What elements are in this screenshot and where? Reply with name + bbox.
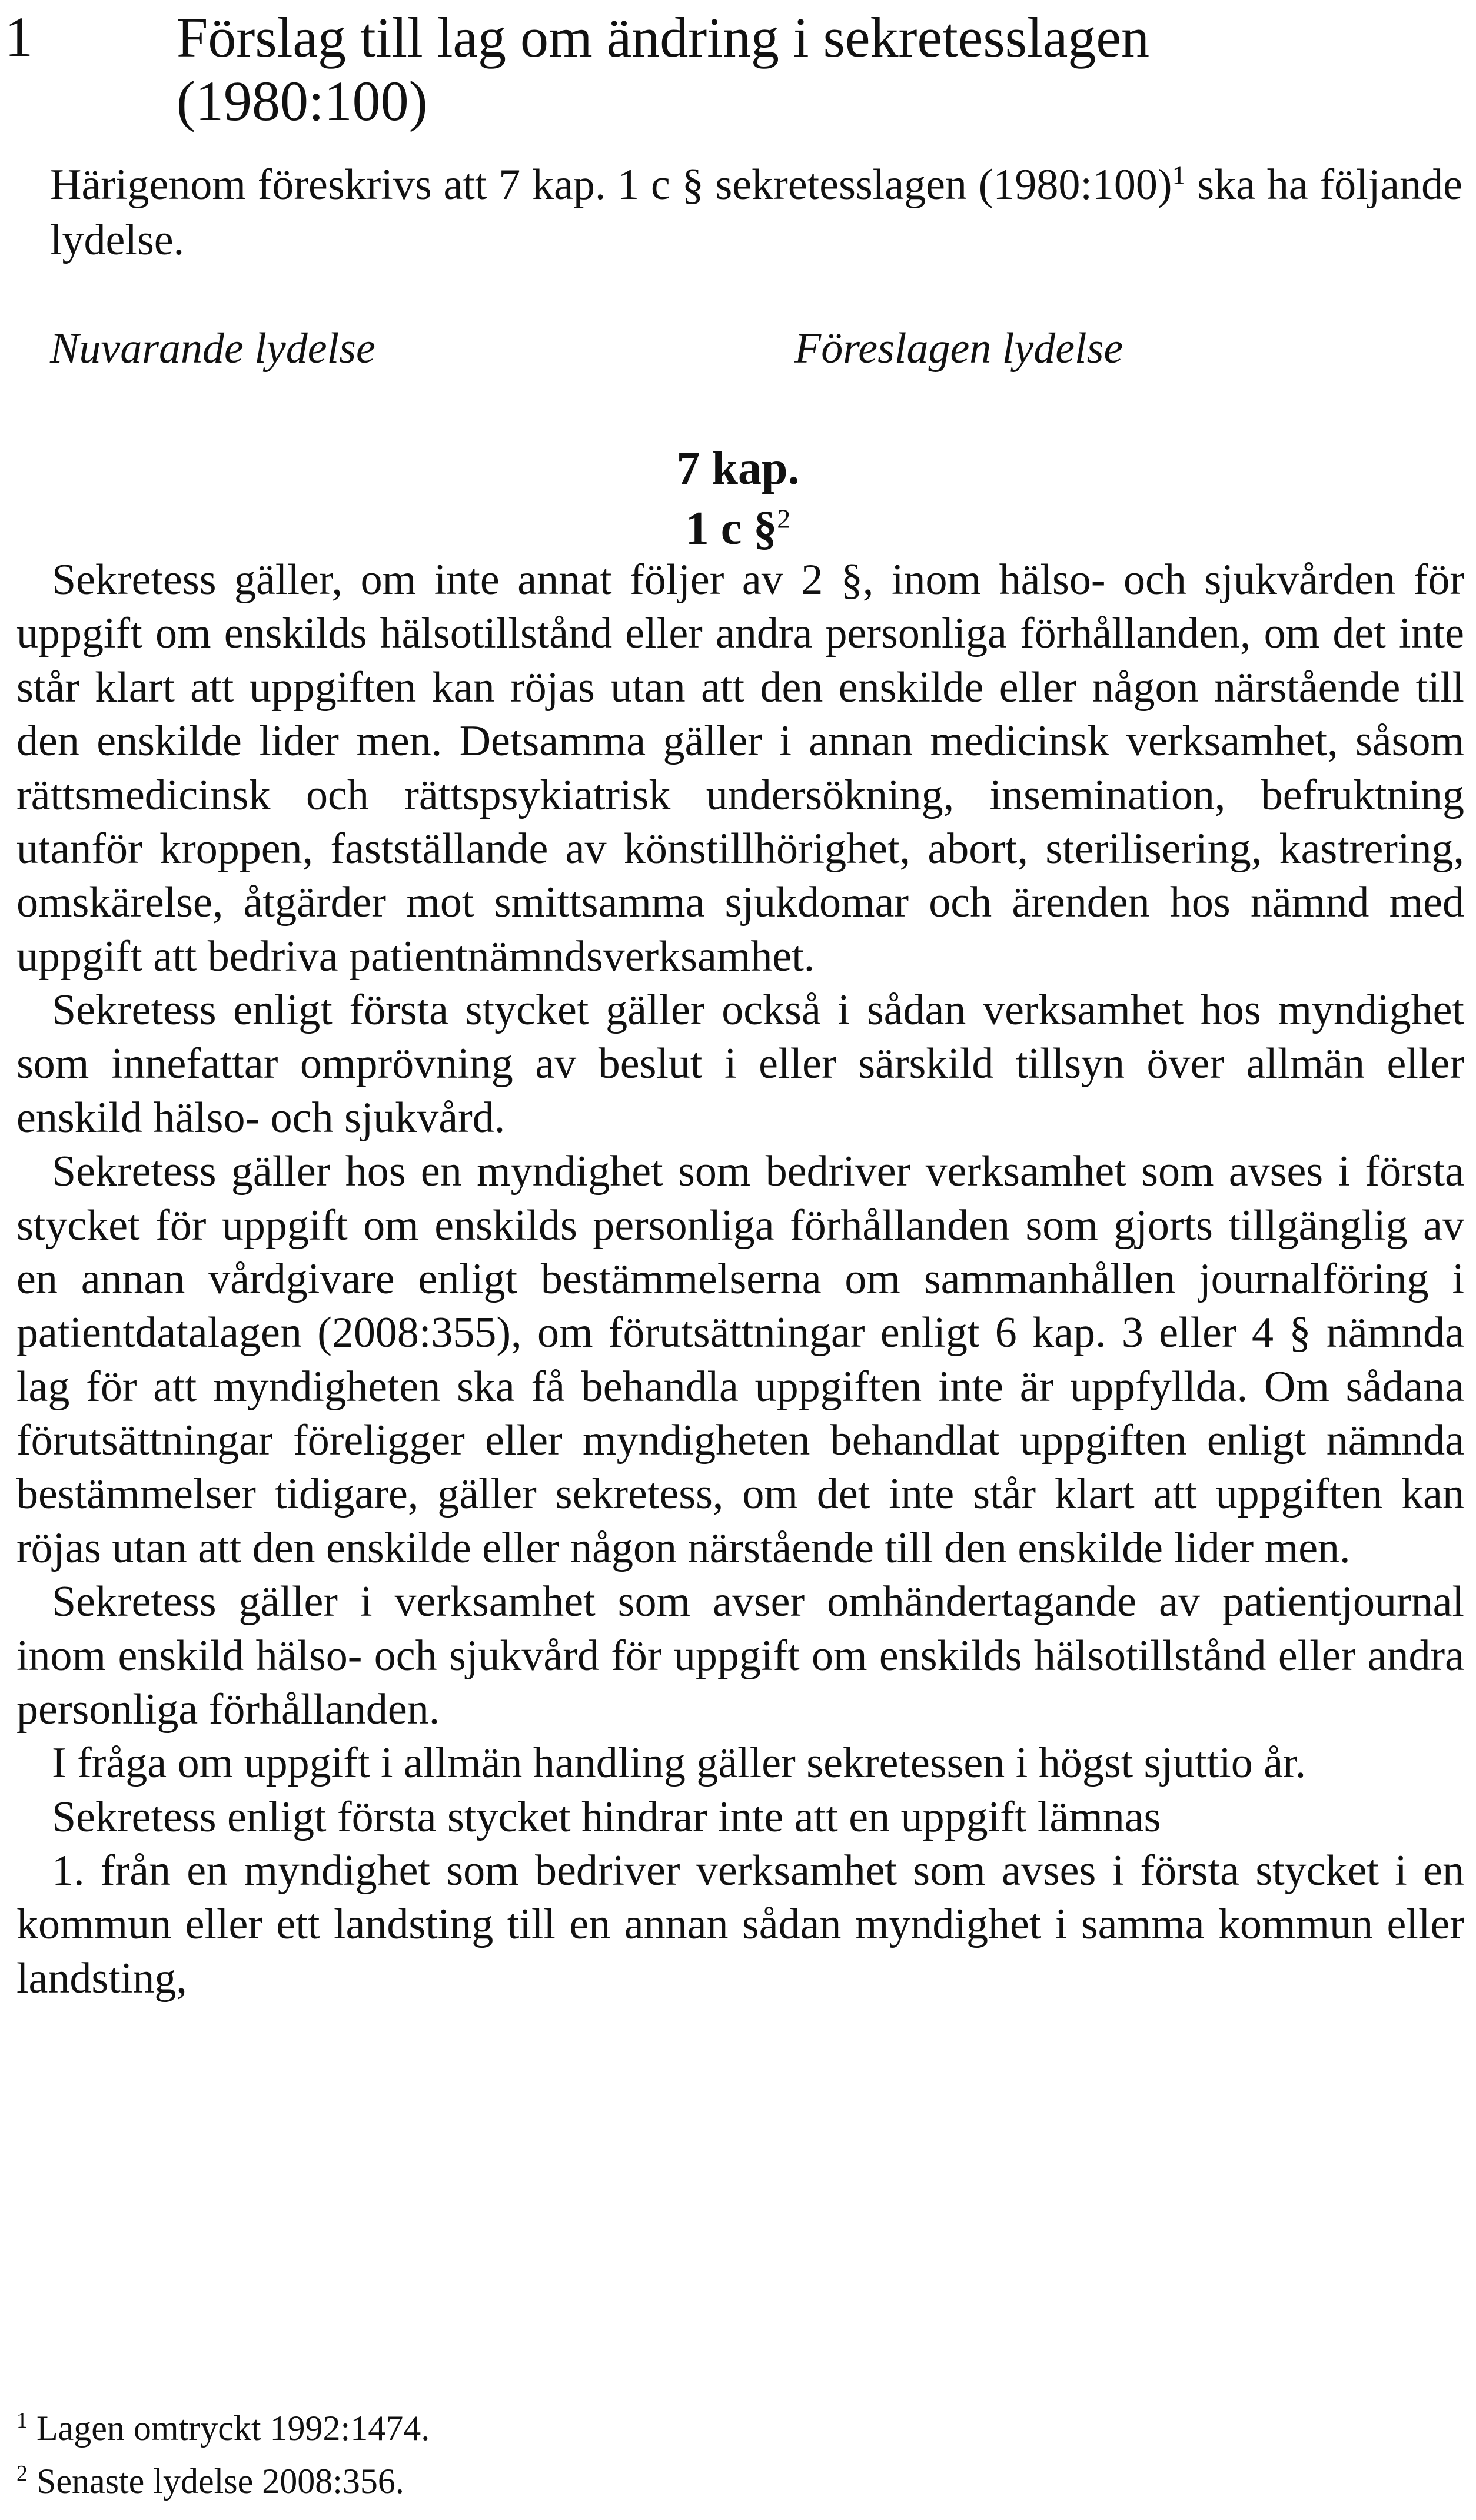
footnote-text: Lagen omtryckt 1992:1474. xyxy=(36,2409,430,2448)
paragraph: Sekretess enligt första stycket gäller också i sådan verksamhet hos myndighet som innefattar omprövning av beslut i eller särskild tillsyn över allmän eller enskild hälso- och sjukvård. xyxy=(16,986,1464,1142)
paragraph: Sekretess gäller i verksamhet som avser omhändertagande av patientjournal inom enskild hälso- och sjukvård för uppgift om enskilds hälsotillstånd eller andra personliga förhållanden. xyxy=(16,1578,1464,1734)
footnote-ref: 2 xyxy=(16,2461,28,2486)
section-heading xyxy=(0,502,1476,556)
paragraph: 1. från en myndighet som bedriver verksamhet som avses i första stycket i en kommun eller ett landsting till en annan sådan myndighet i samma kommun eller landsting, xyxy=(16,1847,1464,2003)
intro-text-before: Härigenom föreskrivs att 7 kap. 1 c § sekretesslagen (1980:100) xyxy=(50,161,1172,209)
footnote xyxy=(16,2455,1429,2508)
chapter-heading: 7 kap. xyxy=(676,443,800,494)
footnote-ref: 1 xyxy=(16,2408,28,2433)
column-label-proposed: Föreslagen lydelse xyxy=(794,324,1123,373)
footnote-text: Senaste lydelse 2008:356. xyxy=(36,2462,404,2501)
body-text xyxy=(16,553,1464,2006)
intro-text xyxy=(50,158,1462,268)
heading-number: 1 xyxy=(5,5,33,68)
paragraph: Sekretess gäller hos en myndighet som bedriver verksamhet som avses i första stycket för uppgift om enskilds personliga förhållanden som gjorts tillgänglig av en annan vårdgivare enligt bestämmelserna om sammanhållen journalföring i patientdatalagen (2008:355), om förutsättningar enligt 6 kap. 3 eller 4 § nämnda lag för att myndigheten ska få behandla uppgiften inte är uppfyllda. Om sådana förutsättningar föreligger eller myndigheten behandlat uppgiften enligt nämnda bestämmelser tidigare, gäller sekretess, om det inte står klart att uppgiften kan röjas utan att den enskilde eller någon närstående till den enskilde lider men. xyxy=(16,1147,1464,1572)
paragraph: Sekretess enligt första stycket hindrar inte att en uppgift lämnas xyxy=(52,1792,1161,1841)
paragraph: Sekretess gäller, om inte annat följer av 2 §, inom hälso- och sjukvården för uppgift om enskilds hälsotillstånd eller andra personliga förhållanden, om det inte står klart att uppgiften kan röjas utan att den enskilde eller någon närstående till den enskilde lider men. Detsamma gäller i annan medicinsk verksamhet, såsom rättsmedicinsk och rättspsykiatrisk undersökning, insemination, befruktning utanför kroppen, fastställande av könstillhörighet, abort, sterilisering, kastrering, omskärelse, åtgärder mot smittsamma sjukdomar och ärenden hos nämnd med uppgift att bedriva patientnämndsverksamhet. xyxy=(16,556,1464,981)
section-footnote-ref: 2 xyxy=(777,503,791,534)
column-label-current: Nuvarande lydelse xyxy=(50,324,375,373)
footnotes xyxy=(16,2402,1429,2508)
intro-text-after: ska ha följande lydelse. xyxy=(50,161,1462,264)
heading-title: Förslag till lag om ändring i sekretesslagen (1980:100) xyxy=(177,6,1149,132)
section-label: 1 c § xyxy=(685,503,777,555)
paragraph: I fråga om uppgift i allmän handling gäller sekretessen i högst sjuttio år. xyxy=(52,1739,1307,1788)
intro-footnote-ref: 1 xyxy=(1172,160,1186,190)
footnote xyxy=(16,2402,1429,2455)
